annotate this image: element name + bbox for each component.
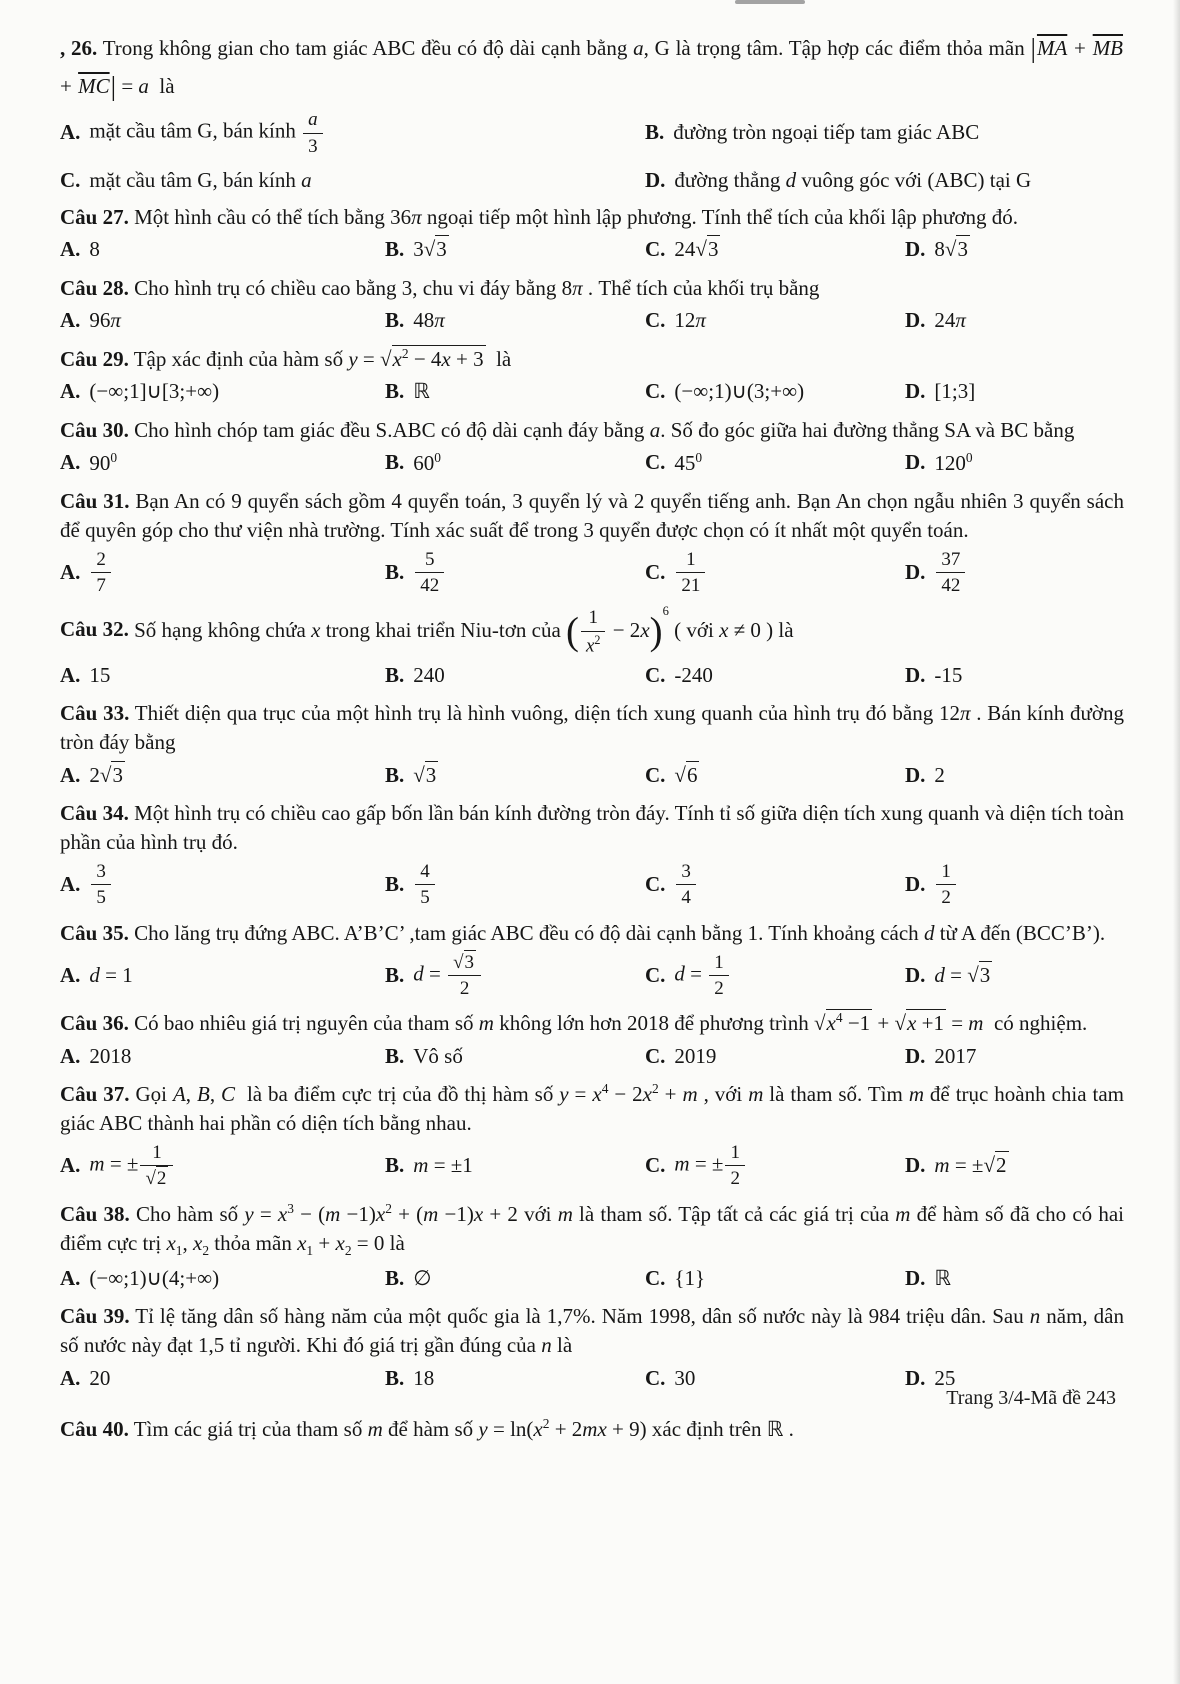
options-row xyxy=(60,306,1124,336)
option-value: 24√3 xyxy=(674,237,719,262)
option-value: đường tròn ngoại tiếp tam giác ABC xyxy=(673,120,980,145)
question-text: Tỉ lệ tăng dân số hàng năm của một quốc gia là 1,7%. Năm 1998, dân số nước này là 984 triệu dân. Sau n năm, dân số nước này đạt 1,5 tỉ người. Khi đó giá trị gần đúng của n là xyxy=(60,1304,1124,1358)
option-key: B. xyxy=(385,450,405,475)
option-value: 3√3 xyxy=(413,237,447,262)
question-text: Cho hình chóp tam giác đều S.ABC có độ dài cạnh đáy bằng a. Số đo góc giữa hai đường thẳng SA và BC bằng xyxy=(134,418,1075,443)
option xyxy=(905,860,1124,910)
option-value: d = √3 xyxy=(934,962,991,987)
question xyxy=(60,1200,1124,1294)
option-key: D. xyxy=(905,1265,926,1290)
option-key: A. xyxy=(60,237,81,262)
option xyxy=(645,307,905,334)
question-stem xyxy=(60,30,1124,105)
option-key: D. xyxy=(905,872,926,897)
option-key: B. xyxy=(385,308,405,333)
option xyxy=(385,378,645,405)
option xyxy=(385,449,645,477)
option-key: A. xyxy=(60,560,81,585)
question xyxy=(60,416,1124,478)
option xyxy=(60,860,385,910)
question-number: Câu 30. xyxy=(60,418,129,443)
option xyxy=(385,548,645,598)
option-value: $\frac{4}{5}$ xyxy=(413,860,437,910)
option-value: 20 xyxy=(89,1365,111,1390)
option-key: D. xyxy=(905,662,926,687)
option-key: A. xyxy=(60,450,81,475)
option-value: $90^0$ xyxy=(89,449,118,475)
question-stem xyxy=(60,1009,1124,1038)
question-number: Câu 32. xyxy=(60,617,129,642)
option xyxy=(905,1152,1124,1179)
option xyxy=(60,449,385,477)
option xyxy=(905,449,1124,477)
option-key: B. xyxy=(385,762,405,787)
question-number: Câu 37. xyxy=(60,1082,130,1107)
option-value: [1;3] xyxy=(934,379,976,404)
question xyxy=(60,919,1124,1001)
question-text: Trong không gian cho tam giác ABC đều có độ dài cạnh bằng a, G là trọng tâm. Tập hợp các điểm thỏa mãn $|\overline{MA} + \overline{MB} + \overline{MC}| = a$ là xyxy=(60,33,1124,101)
question-text: Gọi A, B, C là ba điểm cực trị của đồ thị hàm số $y = x^4 - 2x^2 + m$ , với m là tham số. Tìm m để trục hoành chia tam giác ABC thành hai phần có diện tích bằng nhau. xyxy=(60,1081,1125,1136)
question-list xyxy=(60,30,1124,1444)
option-value: 30 xyxy=(674,1365,696,1390)
question-number: , 26. xyxy=(60,36,98,60)
option-key: D. xyxy=(645,167,666,192)
page-edge-shadow xyxy=(1173,0,1180,1684)
option-key: B. xyxy=(385,560,405,585)
option-value: ℝ xyxy=(934,1265,952,1290)
option-key: B. xyxy=(385,872,405,897)
option-key: C. xyxy=(645,962,666,987)
option xyxy=(60,307,385,334)
option xyxy=(60,1365,385,1392)
question xyxy=(60,30,1124,194)
option xyxy=(645,119,1124,146)
option-value: $120^0$ xyxy=(934,449,973,475)
options-row xyxy=(60,860,1124,910)
question xyxy=(60,799,1124,909)
options-row xyxy=(60,377,1124,407)
option xyxy=(645,548,905,598)
question-stem xyxy=(60,799,1124,857)
option xyxy=(645,1043,905,1070)
question-stem xyxy=(60,603,1124,657)
question xyxy=(60,1080,1124,1190)
option-value: 15 xyxy=(89,662,111,687)
option-value: $\frac{5}{42}$ xyxy=(413,548,446,598)
option-key: B. xyxy=(385,379,405,404)
option xyxy=(60,962,385,989)
options-row xyxy=(60,1041,1124,1071)
option-value: $\frac{3}{4}$ xyxy=(674,860,698,910)
question-number: Câu 38. xyxy=(60,1201,130,1226)
option xyxy=(385,860,645,910)
option xyxy=(905,236,1124,263)
question-stem xyxy=(60,919,1124,948)
option-value: d = 1 xyxy=(89,962,133,987)
option xyxy=(385,1365,645,1392)
question-stem xyxy=(60,345,1124,374)
question-stem xyxy=(60,1080,1124,1138)
option-key: D. xyxy=(905,379,926,404)
question-text: Bạn An có 9 quyển sách gồm 4 quyển toán, 3 quyển lý và 2 quyển tiếng anh. Bạn An chọn ngẫu nhiên 3 quyển sách để quyên góp cho thư viện nhà trường. Tính xác suất để trong 3 quyển được chọn có ít nhất một quyển toán. xyxy=(60,489,1124,542)
option xyxy=(905,307,1124,334)
option-value: 2 xyxy=(934,762,945,787)
question-text: Số hạng không chứa x trong khai triển Niu-tơn của ( $\frac{1}{x^2}$ − 2x)$^6$ ( với x ≠ 0 ) là xyxy=(134,603,794,657)
options-row xyxy=(60,951,1124,1001)
option-key: A. xyxy=(60,1265,81,1290)
question-text: Một hình trụ có chiều cao gấp bốn lần bán kính đường tròn đáy. Tính tỉ số giữa diện tích xung quanh và diện tích toàn phần của hình trụ đó. xyxy=(60,801,1124,855)
question xyxy=(60,1415,1124,1444)
option-key: B. xyxy=(385,237,405,262)
question-stem xyxy=(60,416,1124,445)
option-value: Vô số xyxy=(413,1043,463,1068)
option xyxy=(905,1043,1124,1070)
option-value: 2019 xyxy=(674,1043,717,1068)
options-row xyxy=(60,448,1124,478)
options-row xyxy=(60,1263,1124,1293)
option-key: D. xyxy=(905,1365,926,1390)
option-value: (−∞;1)∪(4;+∞) xyxy=(89,1265,220,1290)
option-key: A. xyxy=(60,308,81,333)
option-value: 24π xyxy=(934,308,966,333)
option-value: 18 xyxy=(413,1365,435,1390)
option-value: $60^0$ xyxy=(413,449,441,475)
option-value: d = $\frac{√3}{2}$ xyxy=(413,951,483,1001)
option xyxy=(385,307,645,334)
option-key: D. xyxy=(905,560,926,585)
question-stem xyxy=(60,274,1124,303)
option-value: (−∞;1]∪[3;+∞) xyxy=(89,379,220,404)
option xyxy=(60,1141,385,1191)
option-key: C. xyxy=(645,1153,666,1178)
option-value: m = ± $\frac{1}{2}$ xyxy=(674,1141,747,1191)
option-key: B. xyxy=(385,1153,405,1178)
option xyxy=(645,662,905,689)
option-key: B. xyxy=(385,1365,405,1390)
option xyxy=(645,1265,905,1292)
question-number: Câu 27. xyxy=(60,205,129,230)
question xyxy=(60,1009,1124,1071)
option-value: d = $\frac{1}{2}$ xyxy=(674,951,730,1001)
options-row xyxy=(60,660,1124,690)
option-value: mặt cầu tâm G, bán kính $\frac{a}{3}$ xyxy=(89,108,324,158)
question xyxy=(60,603,1124,690)
option xyxy=(905,762,1124,789)
option-value: 48π xyxy=(413,308,445,333)
option-key: D. xyxy=(905,1043,926,1068)
option-key: B. xyxy=(645,120,665,145)
option xyxy=(385,951,645,1001)
option-key: C. xyxy=(645,237,666,262)
question-text: Tìm các giá trị của tham số m để hàm số $y = \ln(x^2 + 2mx + 9)$ xác định trên ℝ . xyxy=(133,1416,794,1442)
option-key: C. xyxy=(645,762,666,787)
question-stem xyxy=(60,1302,1124,1360)
option-key: C. xyxy=(645,872,666,897)
option-value: -15 xyxy=(934,662,963,687)
option xyxy=(60,1265,385,1292)
option xyxy=(645,167,1124,194)
option-key: D. xyxy=(905,962,926,987)
option-key: C. xyxy=(60,167,81,192)
option xyxy=(645,951,905,1001)
option-key: B. xyxy=(385,1265,405,1290)
option-key: A. xyxy=(60,1153,81,1178)
question-number: Câu 33. xyxy=(60,701,130,726)
option xyxy=(905,662,1124,689)
options-row xyxy=(60,1141,1124,1191)
option xyxy=(385,1152,645,1179)
option-value: đường thẳng d vuông góc với (ABC) tại G xyxy=(674,167,1032,192)
option-key: C. xyxy=(645,1365,666,1390)
option xyxy=(905,378,1124,405)
option xyxy=(60,236,385,263)
option-value: (−∞;1)∪(3;+∞) xyxy=(674,379,805,404)
option-value: m = ± $\frac{1}{√2}$ xyxy=(89,1141,175,1191)
option-value: $\frac{1}{21}$ xyxy=(674,548,707,598)
option xyxy=(905,962,1124,989)
option-key: A. xyxy=(60,379,81,404)
question-stem xyxy=(60,1200,1124,1261)
question xyxy=(60,345,1124,407)
option xyxy=(905,1265,1124,1292)
option-key: A. xyxy=(60,872,81,897)
question-number: Câu 39. xyxy=(60,1304,130,1329)
option xyxy=(60,1043,385,1070)
option-value: {1} xyxy=(674,1265,706,1290)
option-value: 2017 xyxy=(934,1043,977,1068)
question-number: Câu 36. xyxy=(60,1011,129,1036)
option-key: C. xyxy=(645,308,666,333)
question-number: Câu 31. xyxy=(60,489,130,514)
option-key: A. xyxy=(60,1365,81,1390)
option-value: √3 xyxy=(413,762,437,787)
options-row xyxy=(60,548,1124,598)
option xyxy=(645,1141,905,1191)
option-value: -240 xyxy=(674,662,713,687)
question xyxy=(60,274,1124,336)
question-stem xyxy=(60,1415,1124,1444)
option xyxy=(60,108,645,158)
option-key: D. xyxy=(905,237,926,262)
option-key: C. xyxy=(645,1043,666,1068)
option-value: m = ±1 xyxy=(413,1153,473,1178)
option-value: mặt cầu tâm G, bán kính a xyxy=(89,167,312,192)
question-text: Cho hàm số $y = x^3 - (m -1)x^2 + (m -1)x + 2$ với m là tham số. Tập tất cả các giá trị của m để hàm số đã cho có hai điểm cực trị $x_1$, $x_2$ thỏa mãn $x_1 + x_2 = 0$ là xyxy=(60,1200,1125,1258)
option-key: A. xyxy=(60,1043,81,1068)
option-value: $\frac{3}{5}$ xyxy=(89,860,113,910)
option-value: ∅ xyxy=(413,1265,432,1290)
option-key: A. xyxy=(60,762,81,787)
question xyxy=(60,1302,1124,1393)
question-stem xyxy=(60,699,1124,757)
options-row xyxy=(60,108,1124,194)
option xyxy=(60,762,385,789)
option xyxy=(905,548,1124,598)
question xyxy=(60,699,1124,790)
option-key: D. xyxy=(905,762,926,787)
option-value: $\frac{37}{42}$ xyxy=(934,548,967,598)
option xyxy=(645,762,905,789)
option xyxy=(385,662,645,689)
option-key: D. xyxy=(905,308,926,333)
question-text: Có bao nhiêu giá trị nguyên của tham số m không lớn hơn 2018 để phương trình $√x^4 -1 + √x +1 = m$ có nghiệm. xyxy=(134,1010,1088,1036)
option-key: A. xyxy=(60,120,81,145)
question-text: Tập xác định của hàm số $y = √x^2 - 4x + 3$ là xyxy=(133,346,512,372)
option-key: C. xyxy=(645,379,666,404)
options-row xyxy=(60,760,1124,790)
option xyxy=(60,548,385,598)
question-text: Cho lăng trụ đứng ABC. A’B’C’ ,tam giác ABC đều có độ dài cạnh bằng 1. Tính khoảng cách d từ A đến (BCC’B’). xyxy=(134,920,1106,945)
option-key: B. xyxy=(385,962,405,987)
option-value: 2018 xyxy=(89,1043,132,1068)
option-key: C. xyxy=(645,450,666,475)
option-value: $45^0$ xyxy=(674,449,703,475)
question-stem xyxy=(60,203,1124,232)
option-value: 12π xyxy=(674,308,706,333)
option-key: C. xyxy=(645,1265,666,1290)
question-number: Câu 40. xyxy=(60,1417,129,1442)
option-value: m = ±√2 xyxy=(934,1153,1007,1178)
option-value: 2√3 xyxy=(89,762,123,787)
option xyxy=(385,236,645,263)
option-value: ℝ xyxy=(413,379,430,404)
scan-artifact xyxy=(735,0,805,4)
question-text: Cho hình trụ có chiều cao bằng 3, chu vi đáy bằng 8π . Thể tích của khối trụ bằng xyxy=(134,276,820,301)
option xyxy=(645,449,905,477)
option-key: C. xyxy=(645,560,666,585)
option xyxy=(645,860,905,910)
option xyxy=(385,1043,645,1070)
option-value: 240 xyxy=(413,662,445,687)
question-number: Câu 29. xyxy=(60,347,129,372)
question-text: Một hình cầu có thể tích bằng 36π ngoại tiếp một hình lập phương. Tính thể tích của khối lập phương đó. xyxy=(134,205,1019,230)
option xyxy=(385,762,645,789)
option xyxy=(645,1365,905,1392)
option xyxy=(645,236,905,263)
option-value: $\frac{2}{7}$ xyxy=(89,548,113,598)
question-stem xyxy=(60,487,1124,545)
option xyxy=(645,378,905,405)
question xyxy=(60,487,1124,597)
option-key: D. xyxy=(905,450,926,475)
option-key: B. xyxy=(385,1043,405,1068)
option-key: A. xyxy=(60,962,81,987)
option-value: √6 xyxy=(674,762,698,787)
question xyxy=(60,203,1124,265)
option-value: 8 xyxy=(89,237,100,262)
option-value: 8√3 xyxy=(934,237,968,262)
question-number: Câu 28. xyxy=(60,276,129,301)
option xyxy=(60,167,645,194)
option-value: $\frac{1}{2}$ xyxy=(934,860,958,910)
page-footer: Trang 3/4-Mã đề 243 xyxy=(946,1387,1116,1410)
question-number: Câu 34. xyxy=(60,801,129,826)
option-key: D. xyxy=(905,1153,926,1178)
question-text: Thiết diện qua trục của một hình trụ là hình vuông, diện tích xung quanh của hình trụ đó bằng 12π . Bán kính đường tròn đáy bằng xyxy=(60,701,1125,755)
option-key: B. xyxy=(385,662,405,687)
option xyxy=(60,662,385,689)
option-value: 96π xyxy=(89,308,121,333)
option-key: C. xyxy=(645,662,666,687)
option-key: A. xyxy=(60,662,81,687)
option xyxy=(60,378,385,405)
question-number: Câu 35. xyxy=(60,920,129,945)
options-row xyxy=(60,235,1124,265)
option xyxy=(385,1265,645,1292)
option-value: 25 xyxy=(934,1365,956,1390)
